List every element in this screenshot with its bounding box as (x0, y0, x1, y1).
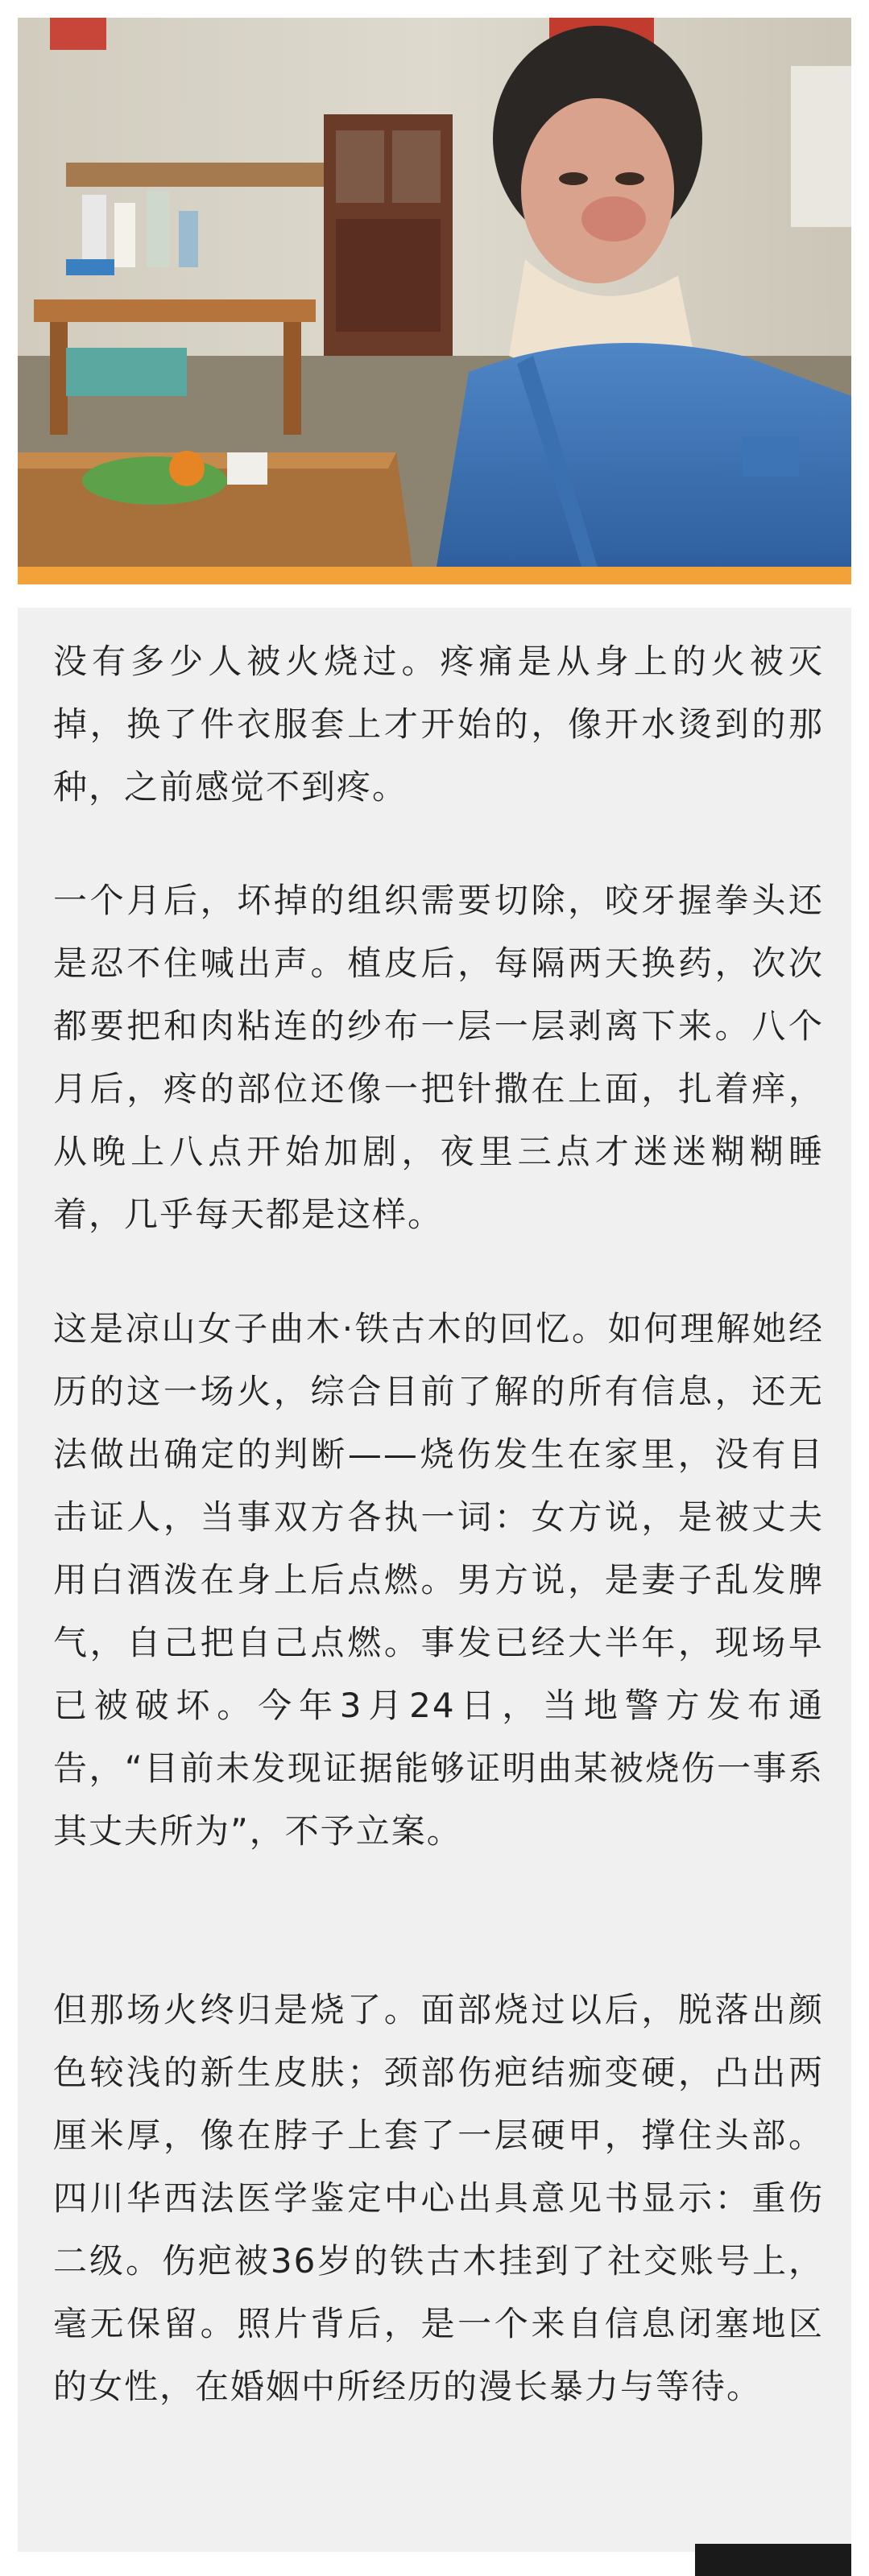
article-photo (18, 18, 851, 567)
corner-bar (695, 2544, 851, 2576)
article-text-panel (18, 608, 851, 2552)
accent-bar (18, 567, 851, 584)
article-paragraph: 一个月后，坏掉的组织需要切除，咬牙握拳头还是忍不住喊出声。植皮后，每隔两天换药，次次都要把和肉粘连的纱布一层一层剥离下来。八个月后，疼的部位还像一把针撒在上面，扎着痒，从晚上八点开始加剧，夜里三点才迷迷糊糊睡着，几乎每天都是这样。 (53, 881, 824, 1234)
article-paragraph: 没有多少人被火烧过。疼痛是从身上的火被灭掉，换了件衣服套上才开始的，像开水烫到的那种，之前感觉不到疼。 (53, 642, 824, 807)
article-paragraph: 这是凉山女子曲木·铁古木的回忆。如何理解她经历的这一场火，综合目前了解的所有信息，还无法做出确定的判断——烧伤发生在家里，没有目击证人，当事双方各执一词：女方说，是被丈夫用白酒泼在身上后点燃。男方说，是妻子乱发脾气，自己把自己点燃。事发已经大半年，现场早已被破坏。今年3月24日，当地警方发布通告，“目前未发现证据能够证明曲某被烧伤一事系其丈夫所为”，不予立案。 (53, 1309, 824, 1851)
article-paragraph: 但那场火终归是烧了。面部烧过以后，脱落出颜色较浅的新生皮肤；颈部伤疤结痂变硬，凸出两厘米厚，像在脖子上套了一层硬甲，撑住头部。四川华西法医学鉴定中心出具意见书显示：重伤二级。伤疤被36岁的铁古木挂到了社交账号上，毫无保留。照片背后，是一个来自信息闭塞地区的女性，在婚姻中所经历的漫长暴力与等待。 (53, 1990, 824, 2406)
